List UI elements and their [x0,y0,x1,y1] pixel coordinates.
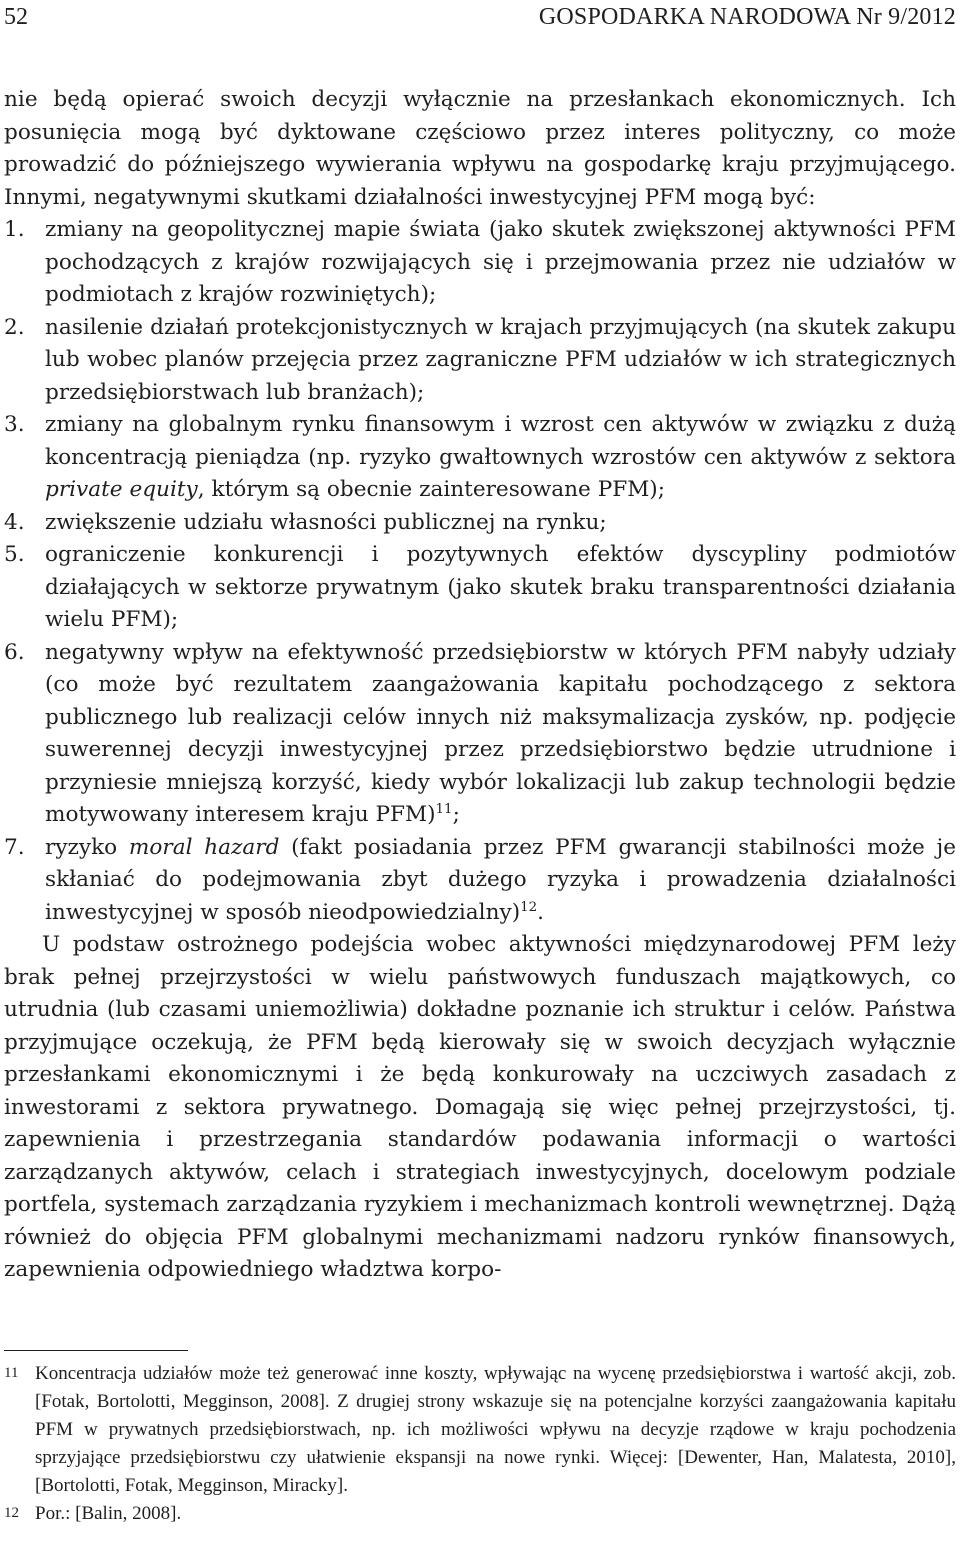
list-item-punct: . [537,899,545,925]
list-item-number: 7. [4,834,25,860]
list-item-number: 2. [4,314,25,340]
intro-paragraph: nie będą opierać swoich decyzji wyłącznie na przesłankach ekonomicznych. Ich posunięcia mogą być dyktowane częściowo przez interes polityczny, co może prowadzić do późniejszego wywierania wpływu na gospodarkę kraju przyjmującego. Innymi, negatywnymi skutkami działalności inwestycyjnej PFM mogą być: [4,87,956,210]
page-number: 52 [4,4,28,30]
list-item-text: ograniczenie konkurencji i pozytywnych efektów dyscypliny podmiotów działających w sektorze prywatnym (jako skutek braku transparentności działania wielu PFM); [45,542,956,632]
list-item-text: nasilenie działań protekcjonistycznych w krajach przyjmujących (na skutek zakupu lub wobec planów przejęcia przez zagraniczne PFM udziałów w ich strategicznych przedsiębiorstwach lub branżach); [45,314,956,405]
list-item-text-cont: , którym są obecnie zainteresowane PFM); [197,477,666,502]
list-item-text: zmiany na geopolitycznej mapie świata (jako skutek zwiększonej aktywności PFM pochodzących z krajów rozwijających się i przejmowania przez nie udziałów w podmiotach z krajów rozwiniętych); [45,217,956,307]
effects-list [4,214,956,929]
list-item-text: zmiany na globalnym rynku finansowym i wzrost cen aktywów w związku z dużą koncentracją pieniądza (np. ryzyko gwałtownych wzrostów cen aktywów z sektora [45,412,956,470]
list-item-text: zwiększenie udziału własności publicznej na rynku; [45,509,607,535]
list-item [4,409,956,507]
footnotes [4,1360,956,1528]
footnote-number: 11 [4,1365,19,1381]
list-item-text: ryzyko [45,834,129,860]
list-item-punct: ; [452,802,460,827]
footnote-separator [4,1350,188,1351]
footnote-number: 12 [4,1505,19,1521]
italic-term: private equity [45,477,198,502]
list-item [4,832,956,930]
list-item [4,312,956,410]
list-item [4,507,956,540]
footnote-ref[interactable]: 11 [435,801,453,817]
main-text [4,84,956,1287]
footnote [4,1360,956,1500]
list-item-text: negatywny wpływ na efektywność przedsiębiorstw w których PFM nabyły udziały (co może być rezultatem zaangażowania kapitału pochodzącego z sektora publicznego lub realizacji celów innych niż maksymalizacja zysków, np. podjęcie suwerennej decyzji inwestycyjnej przez przedsiębiorstwo będzie utrudnione i przyniesie mniejszą korzyść, kiedy wybór lokalizacji lub zakup technologii będzie motywowany interesem kraju PFM) [45,639,956,827]
footnote-text: Por.: [Balin, 2008]. [35,1503,182,1524]
italic-term: moral hazard [128,834,280,860]
list-item-number: 6. [4,639,25,665]
list-item [4,214,956,312]
list-item-number: 3. [4,412,25,437]
running-header [4,4,956,34]
list-item-number: 5. [4,542,25,567]
footnote-text: Koncentracja udziałów może też generować inne koszty, wpływając na wycenę przedsiębiorstwa i wartość akcji, zob. [Fotak, Bortolotti, Megginson, 2008]. Z drugiej strony wskazuje się na potencjalne korzyści zaangażowania kapitału PFM w prywatnych przedsiębiorstwach, np. ich możliwości wpływu na decyzje rządowe w kraju pochodzenia sprzyjające przedsiębiorstwu czy ułatwienie ekspansji na nowe rynki. Więcej: [Dewenter, Han, Malatesta, 2010], [Bortolotti, Fotak, Megginson, Miracky]. [35,1363,956,1496]
list-item-number: 1. [4,217,25,242]
footnote [4,1500,956,1528]
list-item-text-cont: (fakt posiadania przez PFM gwarancji stabilności może je skłaniać do podejmowania zbyt dużego ryzyka i prowadzenia działalności inwestycyjnej w sposób nieodpowiedzialny) [45,834,956,925]
journal-title: GOSPODARKA NARODOWA Nr 9/2012 [538,4,956,30]
list-item [4,539,956,637]
footnote-ref[interactable]: 12 [520,899,538,915]
list-item-number: 4. [4,509,25,535]
list-item [4,637,956,832]
body-paragraph: U podstaw ostrożnego podejścia wobec aktywności międzynarodowej PFM leży brak pełnej przejrzystości w wielu państwowych funduszach majątkowych, co utrudnia (lub czasami uniemożliwia) dokładne poznanie ich struktur i celów. Państwa przyjmujące oczekują, że PFM będą kierowały się w swoich decyzjach wyłącznie przesłankami ekonomicznymi i że będą konkurowały na uczciwych zasadach z inwestorami z sektora prywatnego. Domagają się więc pełnej przejrzystości, tj. zapewnienia i przestrzegania standardów podawania informacji o wartości zarządzanych aktywów, celach i strategiach inwestycyjnych, docelowym podziale portfela, systemach zarządzania ryzykiem i mechanizmach kontroli wewnętrznej. Dążą również do objęcia PFM globalnymi mechanizmami nadzoru rynków finansowych, zapewnienia odpowiedniego władztwa korpo- [4,932,956,1282]
